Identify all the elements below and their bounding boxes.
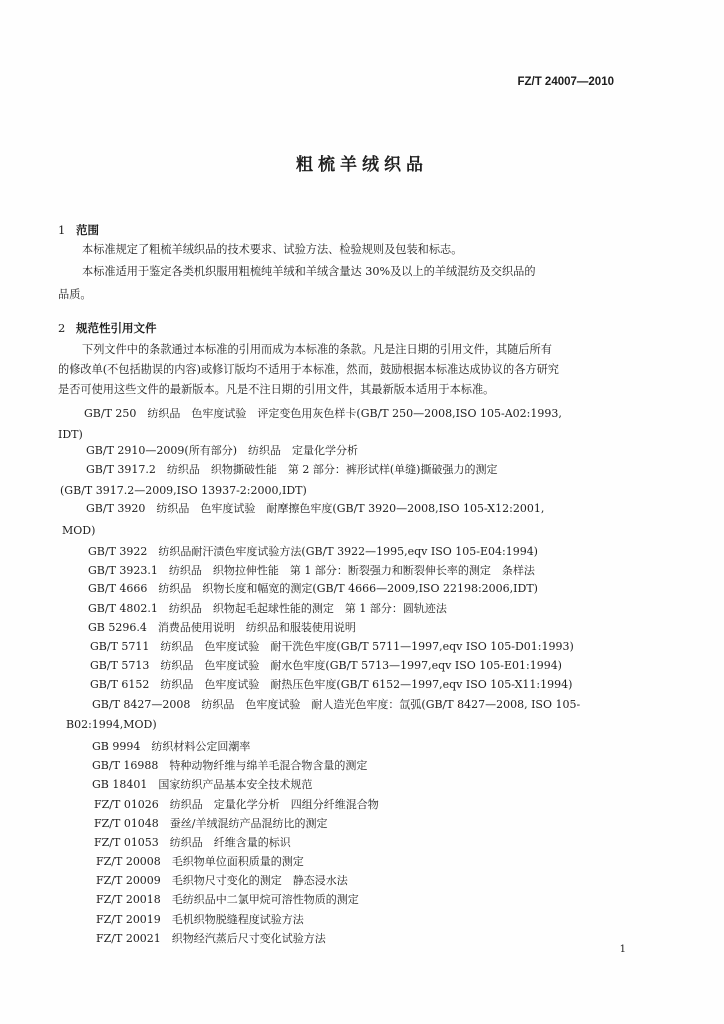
section-number: 1 bbox=[58, 223, 66, 237]
reference-item: GB 5296.4 消费品使用说明 纺织品和服装使用说明 bbox=[88, 621, 356, 634]
reference-item: FZ/T 01048 蚕丝/羊绒混纺产品混纺比的测定 bbox=[94, 817, 328, 830]
reference-item: FZ/T 20009 毛织物尺寸变化的测定 静态浸水法 bbox=[96, 874, 348, 887]
reference-item: GB/T 3920 纺织品 色牢度试验 耐摩擦色牢度(GB/T 3920—2008,ISO 105-X12:2001, bbox=[86, 502, 545, 515]
reference-item: GB/T 8427—2008 纺织品 色牢度试验 耐人造光色牢度：氙弧(GB/T 8427—2008, ISO 105- bbox=[92, 698, 581, 711]
reference-item: FZ/T 01026 纺织品 定量化学分析 四组分纤维混合物 bbox=[94, 798, 379, 811]
scope-paragraph: 本标准规定了粗梳羊绒织品的技术要求、试验方法、检验规则及包装和标志。 bbox=[82, 243, 463, 256]
section-heading-references bbox=[58, 320, 157, 336]
reference-item: FZ/T 01053 纺织品 纤维含量的标识 bbox=[94, 836, 291, 849]
references-intro: 下列文件中的条款通过本标准的引用而成为本标准的条款。凡是注日期的引用文件，其随后所有 bbox=[82, 343, 552, 356]
reference-item: GB/T 3917.2 纺织品 织物撕破性能 第 2 部分：裤形试样(单缝)撕破强力的测定 bbox=[86, 463, 498, 476]
section-heading-scope bbox=[58, 222, 99, 238]
reference-item: GB/T 6152 纺织品 色牢度试验 耐热压色牢度(GB/T 6152—1997,eqv ISO 105-X11:1994) bbox=[90, 678, 573, 691]
section-number: 2 bbox=[58, 321, 66, 335]
document-title: 粗梳羊绒织品 bbox=[296, 155, 428, 175]
reference-item: GB 9994 纺织材料公定回潮率 bbox=[92, 740, 251, 753]
section-title: 规范性引用文件 bbox=[76, 321, 157, 335]
reference-item: GB/T 16988 特种动物纤维与绵羊毛混合物含量的测定 bbox=[92, 759, 368, 772]
scope-paragraph-cont: 品质。 bbox=[58, 288, 92, 301]
reference-item: FZ/T 20019 毛机织物脱缝程度试验方法 bbox=[96, 913, 304, 926]
page-number: 1 bbox=[619, 944, 626, 955]
section-title: 范围 bbox=[76, 223, 99, 237]
reference-item-cont: (GB/T 3917.2—2009,ISO 13937-2:2000,IDT) bbox=[60, 484, 307, 497]
reference-item: FZ/T 20018 毛纺织品中二氯甲烷可溶性物质的测定 bbox=[96, 893, 359, 906]
reference-item: GB/T 3923.1 纺织品 织物拉伸性能 第 1 部分：断裂强力和断裂伸长率的测定 条样法 bbox=[88, 564, 535, 577]
reference-item-cont: B02:1994,MOD) bbox=[66, 718, 157, 731]
reference-item: GB/T 4802.1 纺织品 织物起毛起球性能的测定 第 1 部分：圆轨迹法 bbox=[88, 602, 447, 615]
reference-item-cont: IDT) bbox=[58, 428, 83, 441]
reference-item: GB/T 5713 纺织品 色牢度试验 耐水色牢度(GB/T 5713—1997,eqv ISO 105-E01:1994) bbox=[90, 659, 562, 672]
reference-item: GB/T 250 纺织品 色牢度试验 评定变色用灰色样卡(GB/T 250—2008,ISO 105-A02:1993, bbox=[84, 407, 562, 420]
reference-item: GB/T 5711 纺织品 色牢度试验 耐干洗色牢度(GB/T 5711—1997,eqv ISO 105-D01:1993) bbox=[90, 640, 574, 653]
reference-item: GB/T 2910—2009(所有部分) 纺织品 定量化学分析 bbox=[86, 444, 358, 457]
reference-item: GB 18401 国家纺织产品基本安全技术规范 bbox=[92, 778, 313, 791]
reference-item: FZ/T 20008 毛织物单位面积质量的测定 bbox=[96, 855, 304, 868]
references-intro: 的修改单(不包括勘误的内容)或修订版均不适用于本标准，然而，鼓励根据本标准达成协议的各方研究 bbox=[58, 363, 559, 376]
reference-item-cont: MOD) bbox=[62, 524, 96, 537]
reference-item: FZ/T 20021 织物经汽蒸后尺寸变化试验方法 bbox=[96, 932, 326, 945]
references-intro: 是否可使用这些文件的最新版本。凡是不注日期的引用文件，其最新版本适用于本标准。 bbox=[58, 383, 495, 396]
reference-item: GB/T 4666 纺织品 织物长度和幅宽的测定(GB/T 4666—2009,ISO 22198:2006,IDT) bbox=[88, 582, 538, 595]
scope-paragraph: 本标准适用于鉴定各类机织服用粗梳纯羊绒和羊绒含量达 30%及以上的羊绒混纺及交织品的 bbox=[82, 265, 536, 278]
standard-code: FZ/T 24007—2010 bbox=[517, 76, 614, 88]
reference-item: GB/T 3922 纺织品耐汗渍色牢度试验方法(GB/T 3922—1995,eqv ISO 105-E04:1994) bbox=[88, 545, 538, 558]
